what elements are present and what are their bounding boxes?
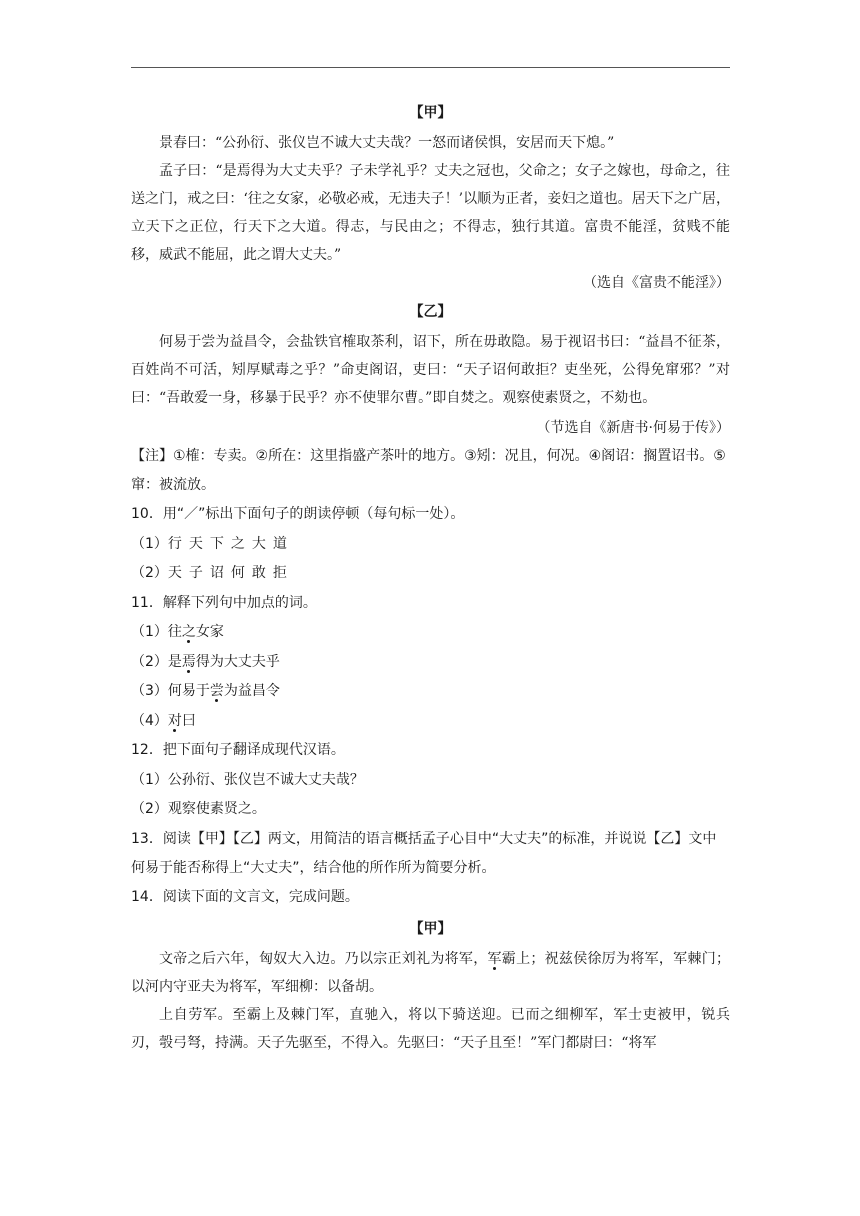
question-11-item-3 [131, 677, 730, 707]
item-text: （1）往 [131, 624, 182, 640]
jia-source: （选自《富贵不能淫》） [583, 275, 730, 291]
item-text: 行天下之大道 [167, 535, 294, 552]
notes: 【注】①榷：专卖。②所在：这里指盛产茶叶的地方。③矧：况且，何况。④阁诏：搁置诏书。⑤窜：被流放。 [131, 448, 726, 493]
paragraph-text: 霸上；祝兹侯徐厉为将军，军棘门；以河内守亚夫为将军，军细柳：以备胡。 [131, 951, 731, 995]
question-10-item-1 [131, 530, 730, 560]
jia-paragraph-2: 孟子曰：“是焉得为大丈夫乎？子未学礼乎？丈夫之冠也，父命之；女子之嫁也，母命之，往送之门，戒之曰：‘往之女家，必敬必戒，无违夫子！’以顺为正者，妾妇之道也。居天下之广居，立天下之正位，行天下之大道。得志，与民由之；不得志，独行其道。富贵不能淫，贫贱不能移，威武不能屈，此之谓大丈夫。” [131, 163, 730, 263]
dotted-word: 之 [181, 624, 196, 640]
item-text: 天子诏何敢拒 [167, 565, 294, 581]
dotted-word: 焉 [181, 653, 196, 670]
item-text: （4） [131, 712, 168, 729]
question-13: 13．阅读【甲】【乙】两文，用简洁的语言概括孟子心目中“大丈夫”的标准，并说说【乙】文中何易于能否称得上“大丈夫”，结合他的所作所为简要分析。 [131, 830, 717, 876]
document-body [131, 100, 730, 1057]
item-text: 曰 [181, 712, 196, 729]
item-text: 女家 [195, 624, 224, 640]
yi-source: （节选自《新唐书·何易于传》） [536, 420, 730, 436]
item-text: 得为大丈夫乎 [195, 653, 280, 670]
question-14: 14．阅读下面的文言文，完成问题。 [131, 888, 359, 905]
q14-paragraph-1 [131, 945, 730, 1001]
item-text: （2）是 [131, 653, 182, 670]
yi-paragraph: 何易于尝为益昌令，会盐铁官榷取茶利，诏下，所在毋敢隐。易于视诏书曰：“益昌不征茶，百姓尚不可活，矧厚赋毒之乎？”命吏阁诏，吏曰：“天子诏何敢拒？吏坐死，公得免窜邪？”对曰：“吾敢爱一身，移暴于民乎？亦不使罪尔曹。”即自焚之。观察使素贤之，不劾也。 [131, 334, 730, 406]
heading-yi: 【乙】 [409, 304, 452, 320]
dotted-word: 尝 [209, 683, 224, 699]
item-text: 为益昌令 [223, 683, 280, 699]
question-12-item-2: （2）观察使素贤之。 [131, 801, 266, 817]
question-11-item-2 [131, 648, 730, 678]
paragraph-text: 文帝之后六年，匈奴大入边。乃以宗正刘礼为将军， [159, 951, 488, 967]
question-12-item-1: （1）公孙衍、张仪岂不诚大丈夫哉？ [131, 771, 364, 788]
heading-jia-2: 【甲】 [409, 921, 452, 937]
item-text: （3）何易于 [131, 683, 210, 699]
question-10: 10．用“／”标出下面句子的朗读停顿（每句标一处）。 [131, 506, 465, 522]
q14-paragraph-2: 上自劳军。至霸上及棘门军，直驰入，将以下骑送迎。已而之细柳军，军士吏被甲，锐兵刃，彀弓弩，持满。天子先驱至，不得入。先驱曰：“天子且至！”军门都尉曰：“将军 [131, 1007, 730, 1051]
question-11: 11．解释下列句中加点的词。 [131, 594, 317, 611]
item-number: （1） [131, 535, 168, 552]
heading-jia: 【甲】 [409, 105, 452, 121]
jia-paragraph-1: 景春曰：“公孙衍、张仪岂不诚大丈夫哉？一怒而诸侯惧，安居而天下熄。” [159, 135, 615, 151]
question-10-item-2 [131, 559, 730, 589]
question-11-item-4 [131, 707, 730, 737]
item-number: （2） [131, 565, 168, 581]
question-12: 12．把下面句子翻译成现代汉语。 [131, 742, 345, 758]
dotted-word: 军 [487, 951, 502, 967]
question-11-item-1 [131, 618, 730, 648]
dotted-word: 对 [167, 712, 182, 729]
header-rule [131, 67, 730, 68]
